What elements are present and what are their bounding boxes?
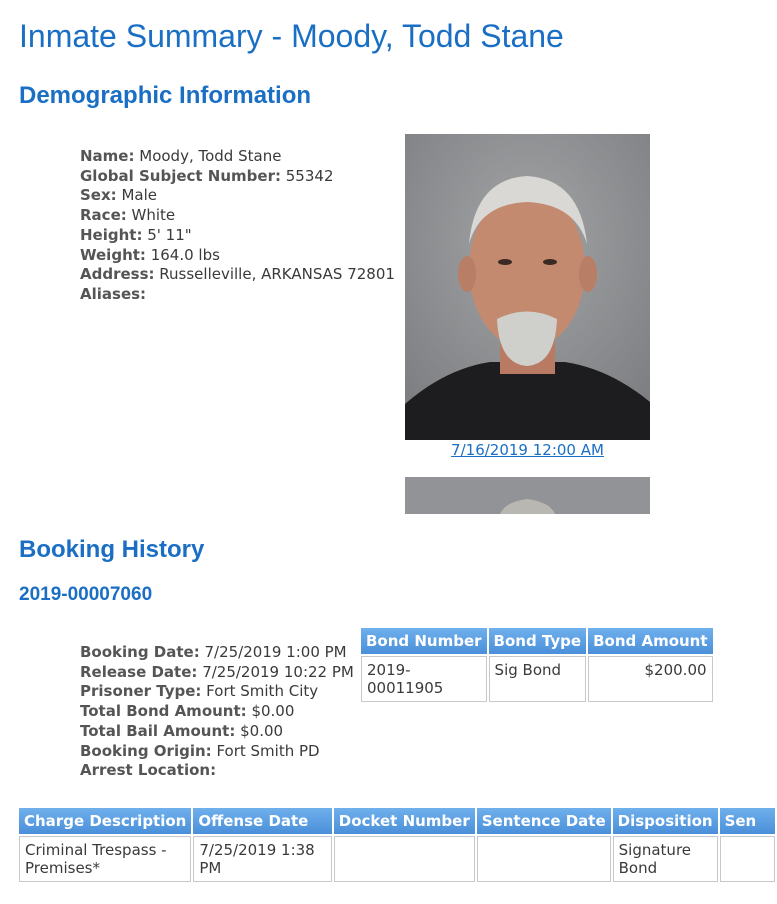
demographic-info xyxy=(80,147,395,305)
field-name: Name: Moody, Todd Stane xyxy=(80,147,282,165)
bond-number-header: Bond Number xyxy=(361,628,487,654)
field-global-subject-number: Global Subject Number: 55342 xyxy=(80,166,334,185)
booking-info xyxy=(80,643,354,781)
bond-type-cell: Sig Bond xyxy=(489,656,587,702)
charge-table-header xyxy=(19,808,775,834)
page-title: Inmate Summary - Moody, Todd Stane xyxy=(19,18,564,54)
field-release-date: Release Date: 7/25/2019 10:22 PM xyxy=(80,662,354,681)
docket-number-cell xyxy=(334,836,475,882)
offense-date-cell: 7/25/2019 1:38 PM xyxy=(193,836,331,882)
offense-date-header: Offense Date xyxy=(193,808,331,834)
field-height: Height: 5' 11" xyxy=(80,225,192,244)
charge-description-header: Charge Description xyxy=(19,808,191,834)
docket-number-header: Docket Number xyxy=(334,808,475,834)
field-weight: Weight: 164.0 lbs xyxy=(80,245,220,264)
field-aliases: Aliases: xyxy=(80,284,147,303)
sentence-date-cell xyxy=(477,836,611,882)
field-total-bail-amount: Total Bail Amount: $0.00 xyxy=(80,721,284,740)
field-sex: Sex: Male xyxy=(80,186,157,205)
charge-table-wrapper xyxy=(0,806,757,904)
mugshot-photo-2[interactable] xyxy=(405,477,650,514)
bond-amount-cell: $200.00 xyxy=(588,656,712,702)
field-booking-date: Booking Date: 7/25/2019 1:00 PM xyxy=(80,643,347,661)
charge-table xyxy=(17,806,777,884)
bond-table xyxy=(359,626,715,704)
field-arrest-location: Arrest Location: xyxy=(80,761,217,780)
field-address: Address: Russelleville, ARKANSAS 72801 xyxy=(80,265,395,284)
booking-number: 2019-00007060 xyxy=(19,584,153,605)
field-race: Race: White xyxy=(80,206,176,225)
disposition-cell: Signature Bond xyxy=(613,836,718,882)
bond-amount-header: Bond Amount xyxy=(588,628,712,654)
mugshot-photo[interactable] xyxy=(405,134,650,440)
bond-type-header: Bond Type xyxy=(489,628,587,654)
sentence-date-header: Sentence Date xyxy=(477,808,611,834)
bond-number-cell: 2019-00011905 xyxy=(361,656,487,702)
sentence-cell xyxy=(720,836,775,882)
table-row xyxy=(361,656,713,702)
field-total-bond-amount: Total Bond Amount: $0.00 xyxy=(80,702,295,721)
booking-history-heading: Booking History xyxy=(19,536,205,563)
field-booking-origin: Booking Origin: Fort Smith PD xyxy=(80,741,320,760)
demographic-heading: Demographic Information xyxy=(19,82,312,109)
field-prisoner-type: Prisoner Type: Fort Smith City xyxy=(80,682,319,701)
mugshot-date-link[interactable]: 7/16/2019 12:00 AM xyxy=(451,441,604,459)
table-row xyxy=(19,836,775,882)
bond-table-header xyxy=(361,628,713,654)
sentence-header: Sen xyxy=(720,808,775,834)
disposition-header: Disposition xyxy=(613,808,718,834)
charge-description-cell: Criminal Trespass - Premises* xyxy=(19,836,191,882)
